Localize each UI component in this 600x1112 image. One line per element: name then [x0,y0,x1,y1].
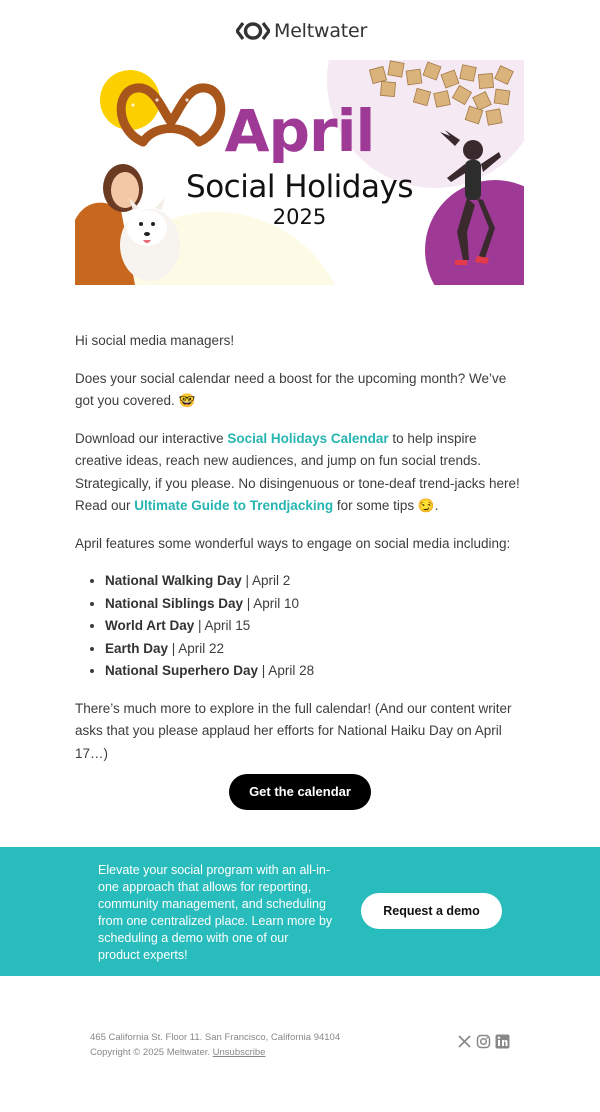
get-calendar-button[interactable]: Get the calendar [229,774,371,810]
request-demo-button[interactable]: Request a demo [361,893,502,929]
social-holidays-calendar-link[interactable]: Social Holidays Calendar [227,430,389,446]
list-item: • World Art Day | April 15 [105,615,525,638]
linkedin-icon[interactable] [495,1034,510,1049]
closing-paragraph: There’s much more to explore in the full calendar! (And our content writer asks that you please applaud her efforts for National Haiku Day on April 17…) [75,700,512,761]
email-header [0,0,600,60]
hero-year: 2025 [272,205,327,229]
meltwater-logo[interactable] [236,20,367,42]
hero-title: April [224,97,375,165]
footer-copyright: Copyright © 2025 Meltwater. Unsubscribe [90,1047,266,1058]
list-intro: April features some wonderful ways to engage on social media including: [75,535,511,551]
demo-promo-banner [0,847,600,976]
list-item: • National Superhero Day | April 28 [105,660,525,683]
smirk-emoji-icon: 😏 [417,498,435,513]
intro-paragraph: Does your social calendar need a boost for the upcoming month? We’ve got you covered. 🤓 [75,370,507,408]
meltwater-logo-icon [236,20,270,42]
email-body [75,330,525,780]
greeting: Hi social media managers! [75,333,235,348]
footer [90,1030,340,1060]
unsubscribe-link[interactable]: Unsubscribe [212,1047,266,1058]
hero-subtitle: Social Holidays [186,169,413,205]
list-item: • National Siblings Day | April 10 [105,593,525,616]
brand-name: Meltwater [274,20,368,42]
instagram-icon[interactable] [476,1034,491,1049]
download-paragraph: Download our interactive Social Holidays Calendar to help inspire creative ideas, reach new audiences, and jump on fun social trends. Strategically, if you please. No disingenuous or tone-deaf trend-jacks here! Read our Ultimate Guide to Trendjacking for some tips 😏. [75,430,520,513]
holiday-list [105,570,525,683]
trendjacking-guide-link[interactable]: Ultimate Guide to Trendjacking [134,498,334,513]
cta-container [0,774,600,810]
footer-address: 465 California St. Floor 11. San Francisco, California 94104 [90,1032,341,1043]
list-item: • Earth Day | April 22 [105,638,525,661]
social-links [457,1034,510,1049]
promo-text: Elevate your social program with an all-in-one approach that allows for reporting, community management, and scheduling from one centralized place. Learn more by scheduling a demo with one of our product experts! [98,863,333,962]
list-item: • National Walking Day | April 2 [105,570,525,593]
hero-banner[interactable] [75,60,524,285]
nerd-emoji-icon: 🤓 [178,393,196,408]
x-icon[interactable] [457,1034,472,1049]
